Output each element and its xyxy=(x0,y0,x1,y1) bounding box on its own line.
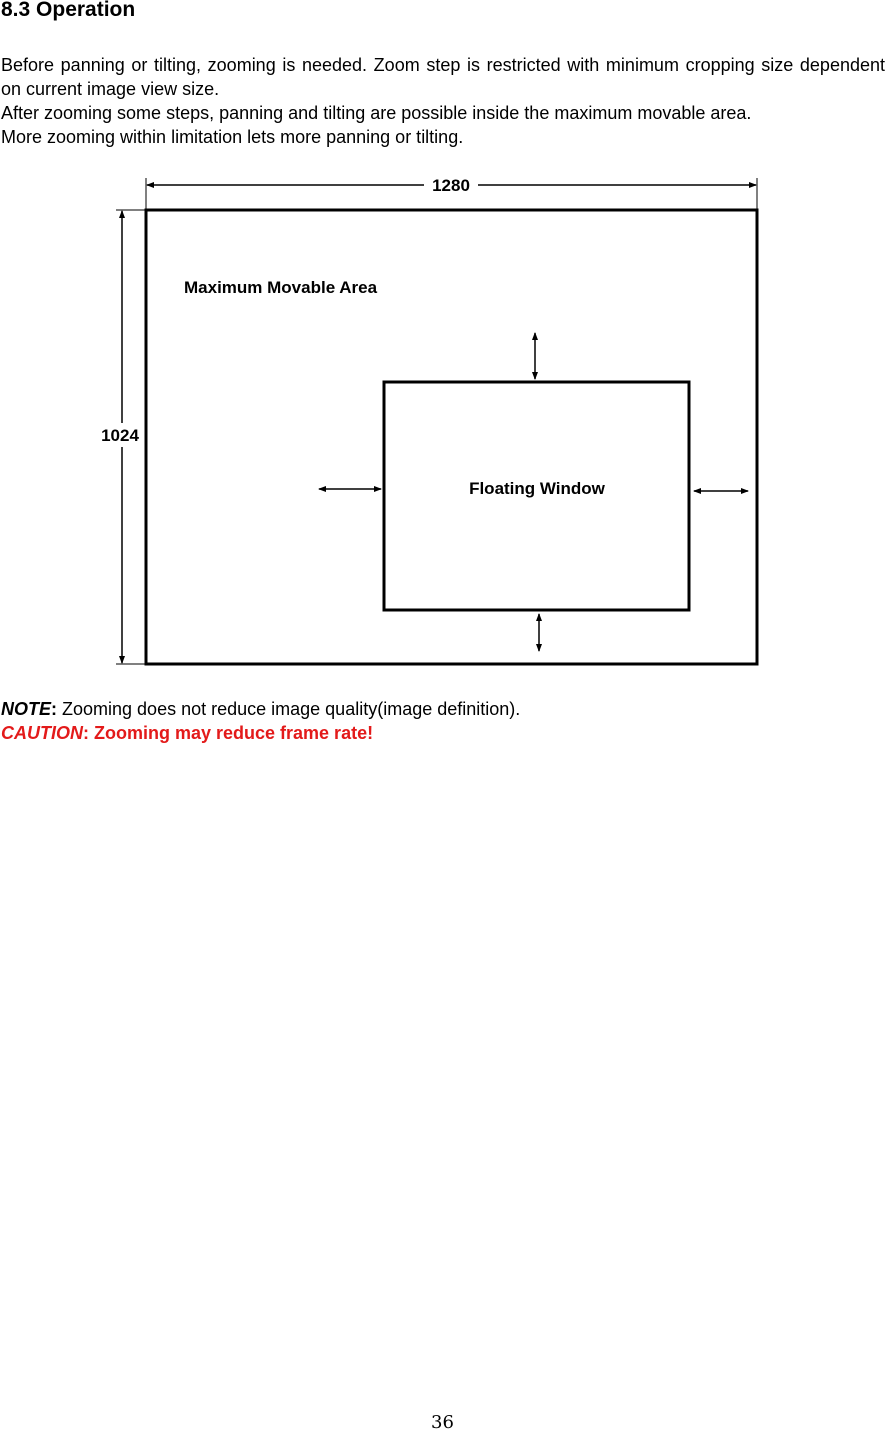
note-separator: : xyxy=(51,699,58,719)
caution-text: : Zooming may reduce frame rate! xyxy=(83,723,374,743)
height-label: 1024 xyxy=(101,426,139,445)
intro-line-1: Before panning or tilting, zooming is needed. Zoom step is restricted with minimum cropping size dependent on current image view size. xyxy=(1,55,885,99)
note-label: NOTE xyxy=(1,699,52,719)
intro-paragraph xyxy=(1,53,885,149)
page-number: 36 xyxy=(431,1412,454,1433)
caution-label: CAUTION xyxy=(1,723,83,743)
maximum-movable-area-label: Maximum Movable Area xyxy=(184,278,378,297)
note-text: Zooming does not reduce image quality(image definition). xyxy=(57,699,521,719)
intro-line-3: More zooming within limitation lets more panning or tilting. xyxy=(1,127,464,147)
intro-line-2: After zooming some steps, panning and tilting are possible inside the maximum movable area. xyxy=(1,103,752,123)
width-label: 1280 xyxy=(432,176,470,195)
caution-line xyxy=(1,721,373,745)
note-line xyxy=(1,697,520,721)
section-title: 8.3 Operation xyxy=(1,0,136,21)
floating-window-label: Floating Window xyxy=(469,479,605,498)
zoom-area-diagram xyxy=(0,165,885,675)
